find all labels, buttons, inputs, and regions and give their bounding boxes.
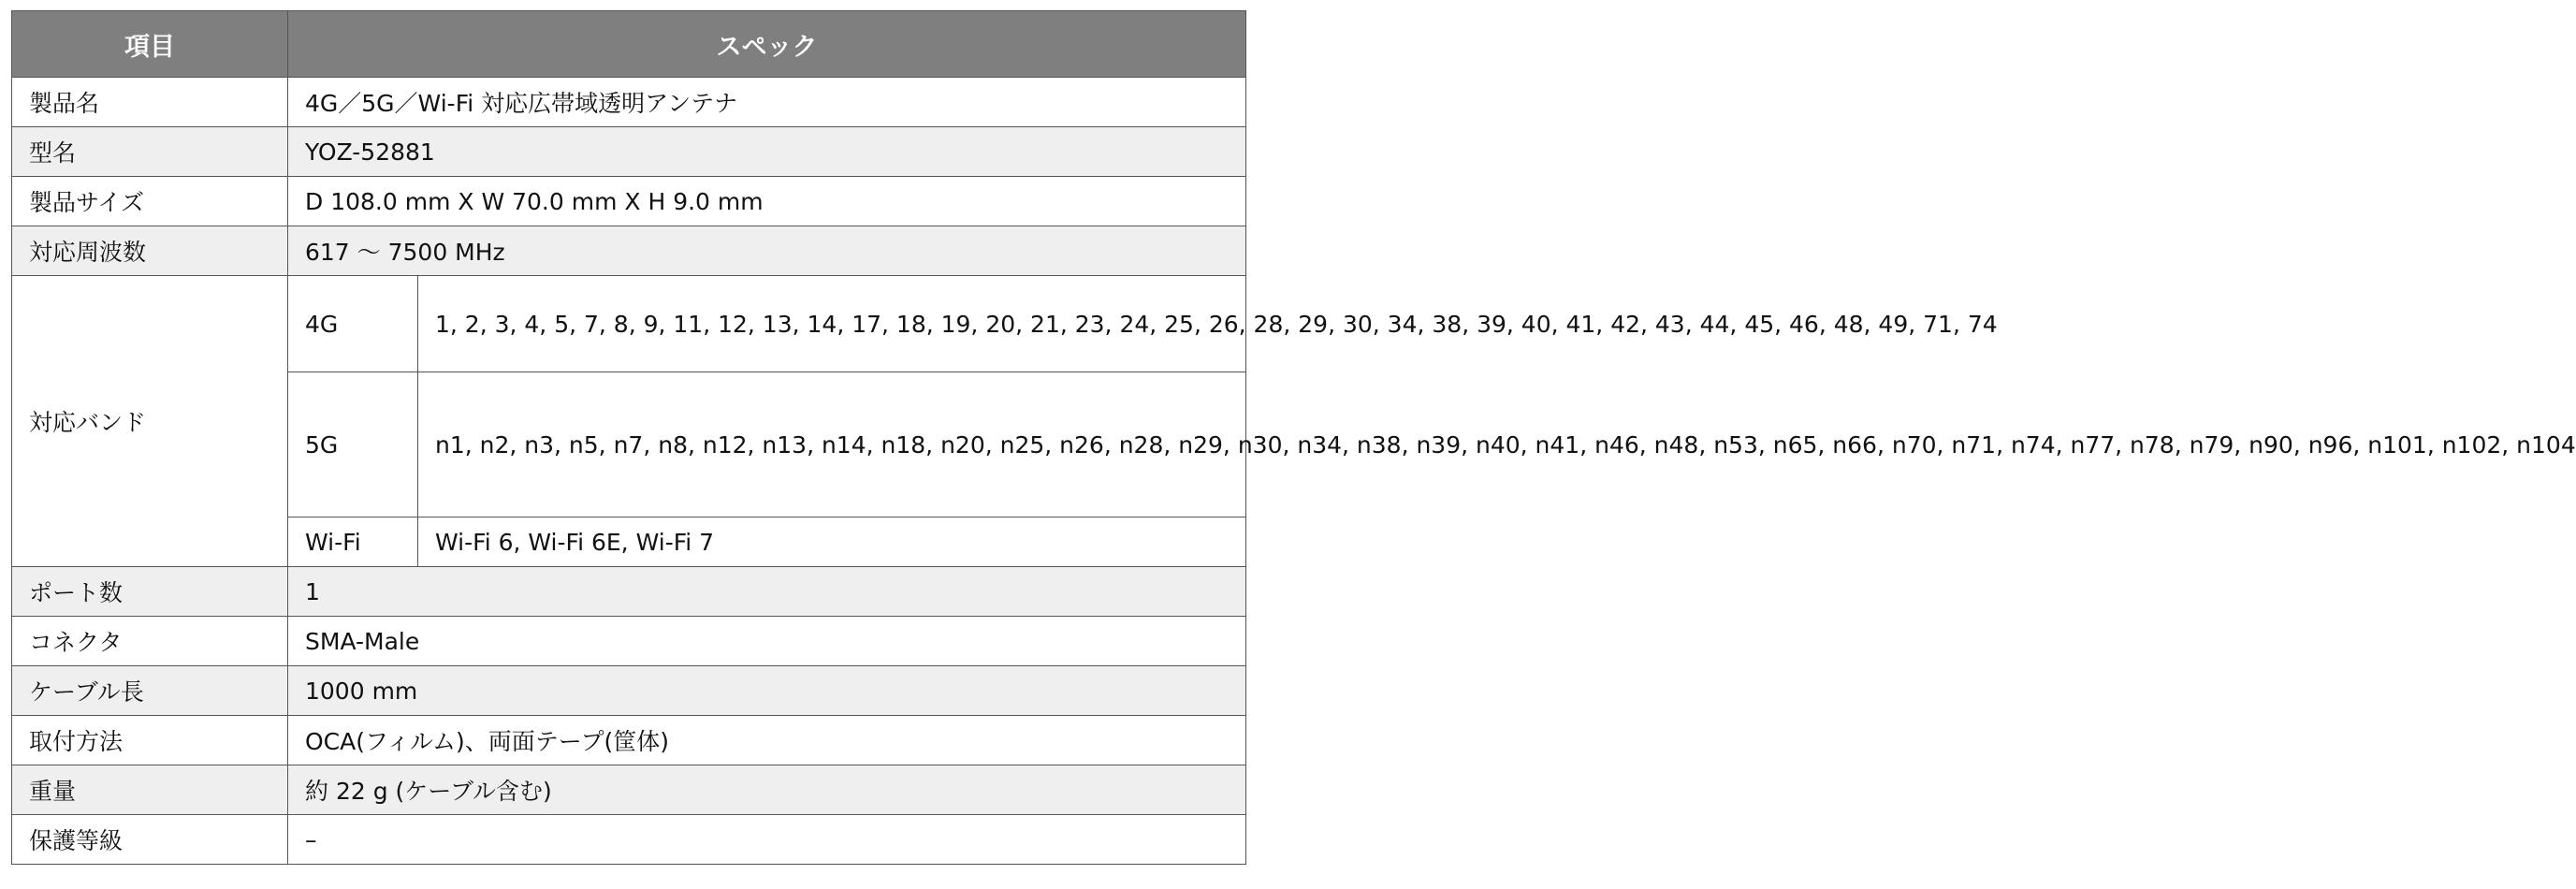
band-wifi-value: Wi-Fi 6, Wi-Fi 6E, Wi-Fi 7 xyxy=(418,517,1246,567)
row-frequency xyxy=(12,226,1246,276)
size-value: D 108.0 mm X W 70.0 mm X H 9.0 mm xyxy=(288,177,1246,226)
ports-value: 1 xyxy=(288,567,1246,617)
protection-label: 保護等級 xyxy=(12,815,288,865)
row-weight xyxy=(12,765,1246,815)
bands-label: 対応バンド xyxy=(12,276,288,567)
size-label: 製品サイズ xyxy=(12,177,288,226)
mounting-value: OCA(フィルム)、両面テープ(筐体) xyxy=(288,716,1246,765)
row-bands-4g xyxy=(12,276,1246,372)
connector-label: コネクタ xyxy=(12,617,288,666)
header-item: 項目 xyxy=(12,11,288,78)
weight-value: 約 22 g (ケーブル含む) xyxy=(288,765,1246,815)
band-4g-value: 1, 2, 3, 4, 5, 7, 8, 9, 11, 12, 13, 14, 17, 18, 19, 20, 21, 23, 24, 25, 26, 28, 29, 30, 34, 38, 39, 40, 41, 42, 43, 44, 45, 46, 48, 49, 71, 74 xyxy=(418,276,1246,372)
product-name-label: 製品名 xyxy=(12,78,288,127)
band-4g-label: 4G xyxy=(288,276,418,372)
cable-length-value: 1000 mm xyxy=(288,666,1246,716)
weight-label: 重量 xyxy=(12,765,288,815)
row-model xyxy=(12,127,1246,177)
row-size xyxy=(12,177,1246,226)
band-wifi-label: Wi-Fi xyxy=(288,517,418,567)
model-label: 型名 xyxy=(12,127,288,177)
row-product-name xyxy=(12,78,1246,127)
cable-length-label: ケーブル長 xyxy=(12,666,288,716)
row-cable-length xyxy=(12,666,1246,716)
product-name-value: 4G／5G／Wi-Fi 対応広帯域透明アンテナ xyxy=(288,78,1246,127)
mounting-label: 取付方法 xyxy=(12,716,288,765)
protection-value: – xyxy=(288,815,1246,865)
spec-table xyxy=(11,10,2576,865)
frequency-label: 対応周波数 xyxy=(12,226,288,276)
connector-value: SMA-Male xyxy=(288,617,1246,666)
row-connector xyxy=(12,617,1246,666)
row-ports xyxy=(12,567,1246,617)
header-row xyxy=(12,11,1246,78)
header-spec: スペック xyxy=(288,11,1246,78)
frequency-value: 617 ～ 7500 MHz xyxy=(288,226,1246,276)
row-protection xyxy=(12,815,1246,865)
model-value: YOZ-52881 xyxy=(288,127,1246,177)
band-5g-value: n1, n2, n3, n5, n7, n8, n12, n13, n14, n18, n20, n25, n26, n28, n29, n30, n34, n38, n39, n40, n41, n46, n48, n53, n65, n66, n70, n71, n74, n77, n78, n79, n90, n96, n101, n102, n104 xyxy=(418,372,1246,517)
band-5g-label: 5G xyxy=(288,372,418,517)
row-mounting xyxy=(12,716,1246,765)
ports-label: ポート数 xyxy=(12,567,288,617)
